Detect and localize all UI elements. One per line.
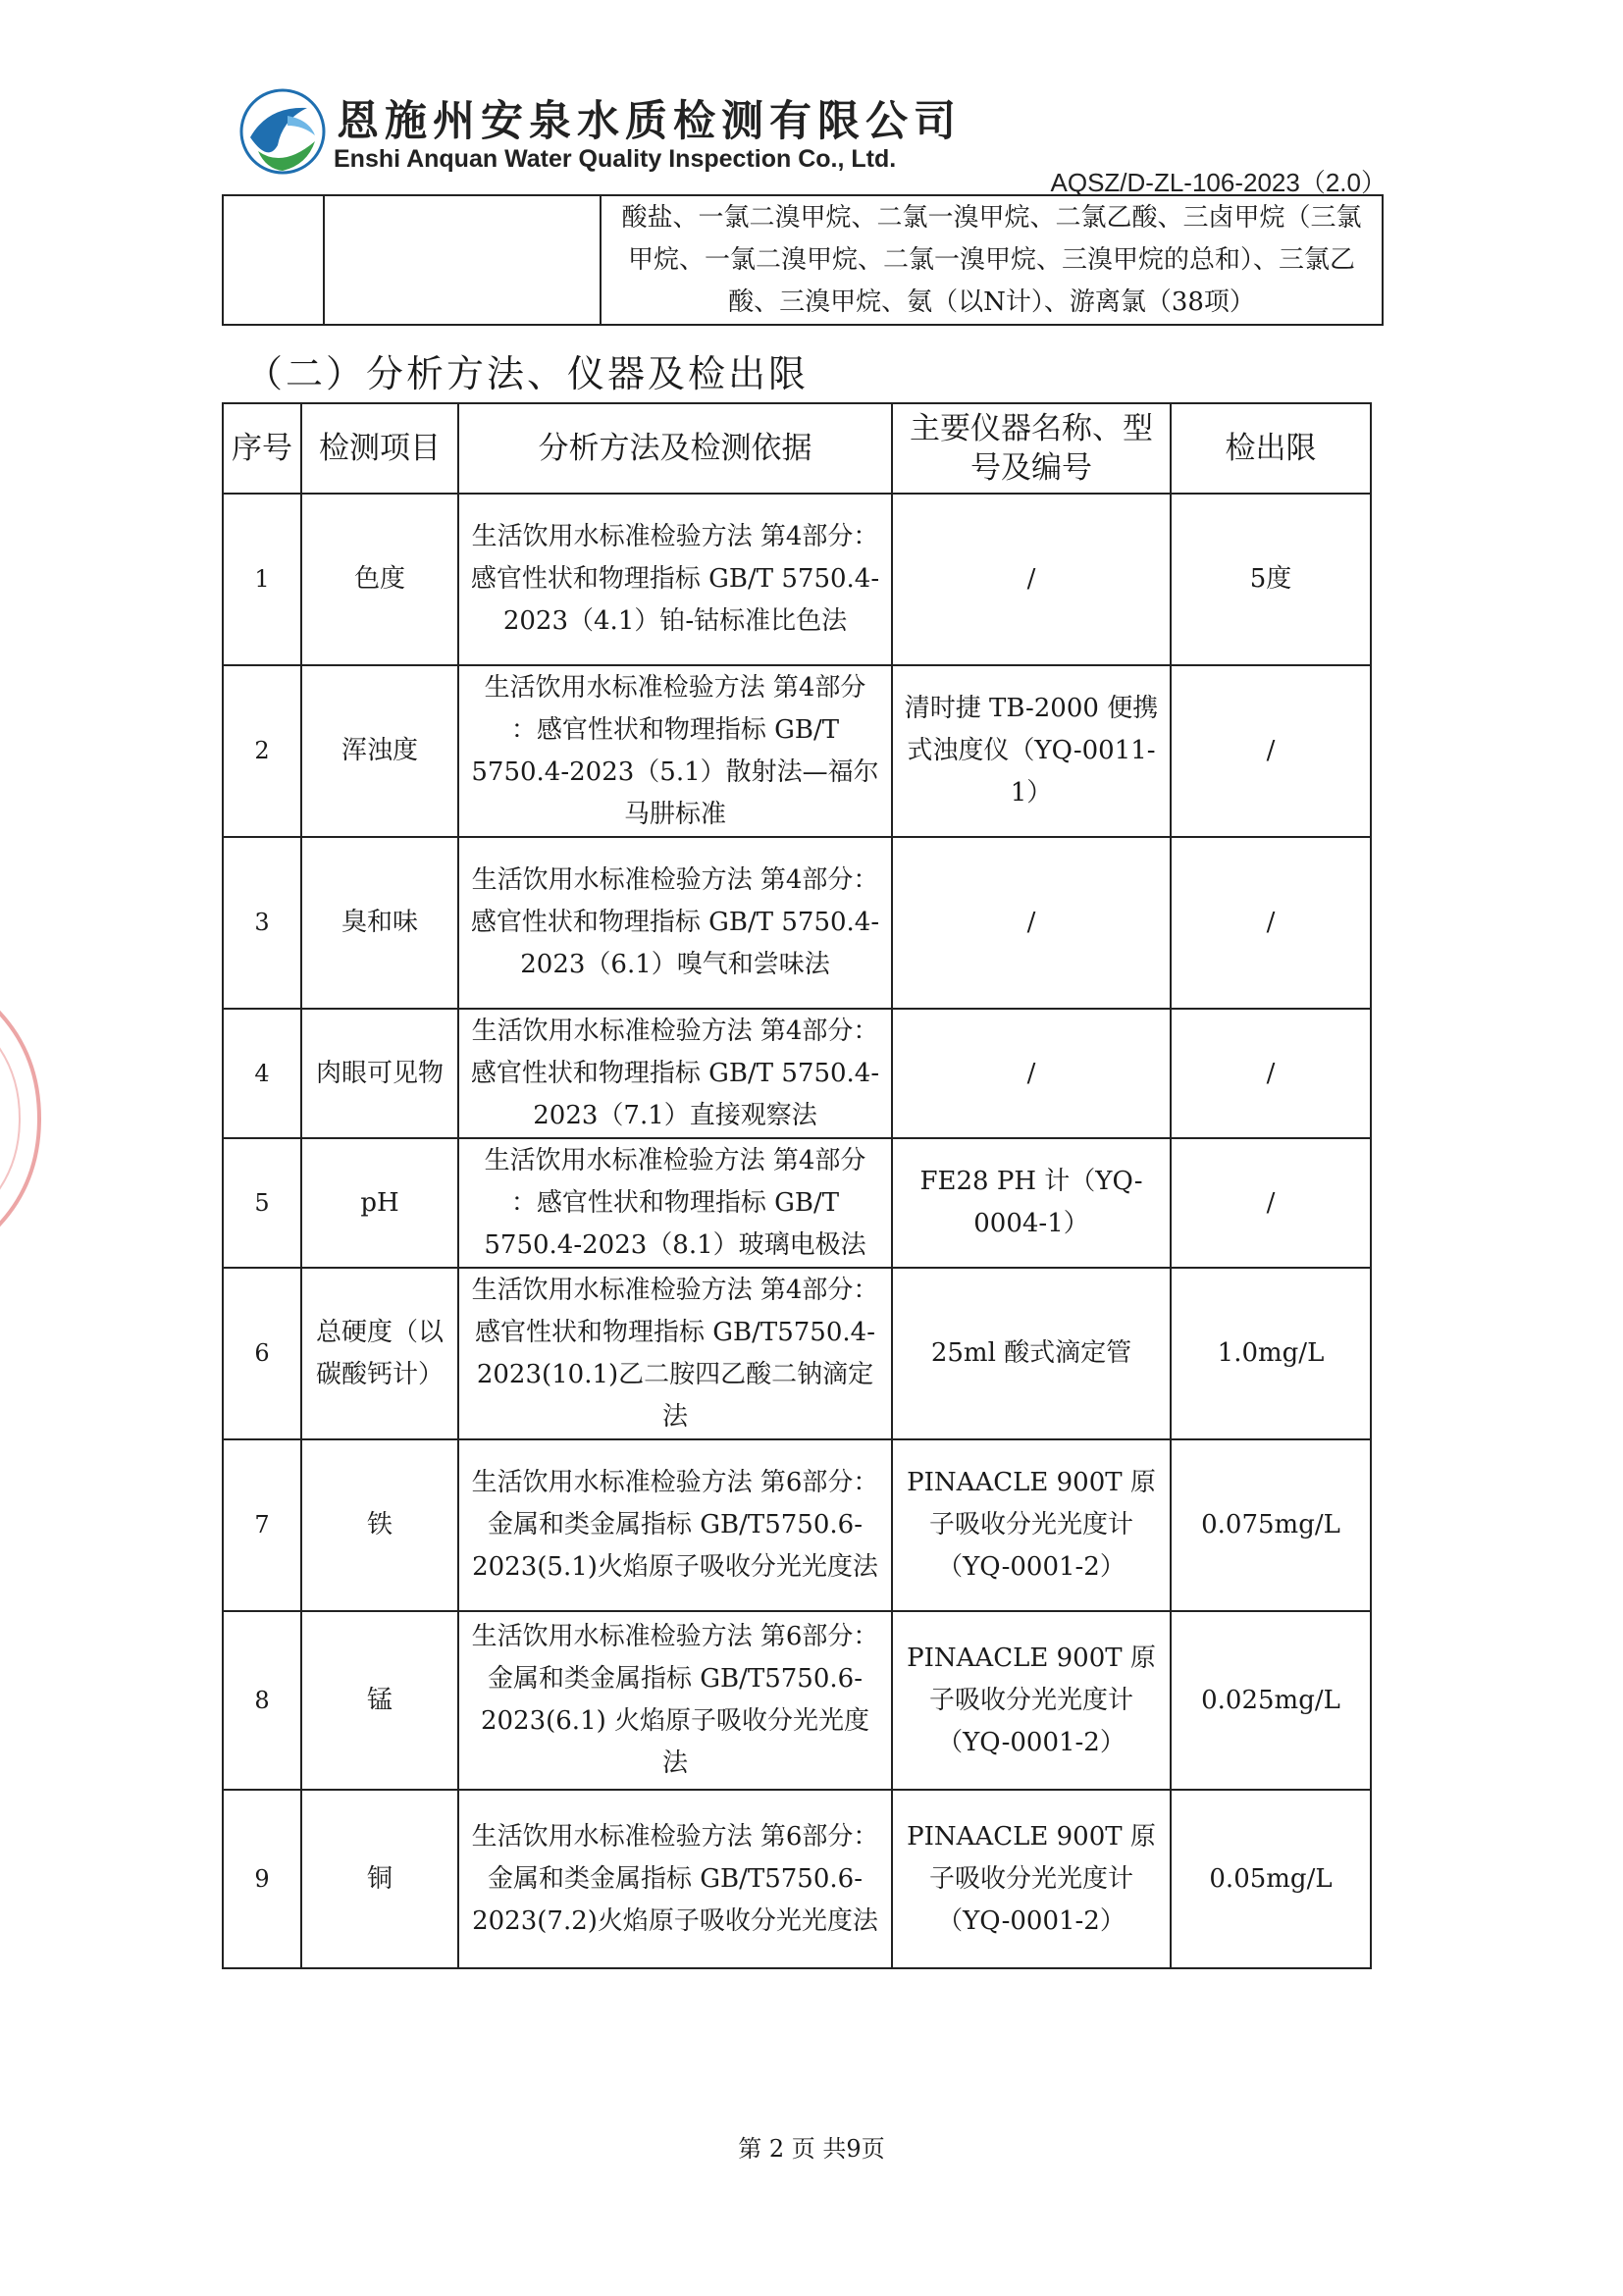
row-item: pH bbox=[301, 1138, 458, 1268]
row-limit: / bbox=[1171, 837, 1371, 1009]
company-name-cn: 恩施州安泉水质检测有限公司 bbox=[337, 97, 962, 146]
row-method: 生活饮用水标准检验方法 第4部分 ：感官性状和物理指标 GB/T 5750.4-2023（8.1）玻璃电极法 bbox=[458, 1138, 892, 1268]
table-row bbox=[223, 1268, 1371, 1439]
row-no: 9 bbox=[223, 1790, 301, 1968]
table-row bbox=[223, 665, 1371, 837]
row-limit: / bbox=[1171, 1009, 1371, 1138]
table-row bbox=[223, 195, 1383, 325]
row-limit: 5度 bbox=[1171, 494, 1371, 665]
row-item: 铜 bbox=[301, 1790, 458, 1968]
table-row bbox=[223, 837, 1371, 1009]
row-method: 生活饮用水标准检验方法 第4部分：感官性状和物理指标 GB/T 5750.4-2023（4.1）铂-钴标准比色法 bbox=[458, 494, 892, 665]
row-instrument: / bbox=[892, 494, 1171, 665]
row-item: 色度 bbox=[301, 494, 458, 665]
row-limit: 0.025mg/L bbox=[1171, 1611, 1371, 1790]
table-header-row bbox=[223, 403, 1371, 494]
row-instrument: PINAACLE 900T 原子吸收分光光度计（YQ-0001-2） bbox=[892, 1611, 1171, 1790]
row-method: 生活饮用水标准检验方法 第6部分：金属和类金属指标 GB/T5750.6-2023(6.1) 火焰原子吸收分光光度法 bbox=[458, 1611, 892, 1790]
continued-items-text: 酸盐、一氯二溴甲烷、二氯一溴甲烷、二氯乙酸、三卤甲烷（三氯甲烷、一氯二溴甲烷、二氯一溴甲烷、三溴甲烷的总和）、三氯乙酸、三溴甲烷、氨（以N计）、游离氯（38项） bbox=[601, 195, 1383, 325]
row-method: 生活饮用水标准检验方法 第6部分：金属和类金属指标 GB/T5750.6-2023(7.2)火焰原子吸收分光光度法 bbox=[458, 1790, 892, 1968]
row-method: 生活饮用水标准检验方法 第4部分：感官性状和物理指标 GB/T 5750.4-2023（7.1）直接观察法 bbox=[458, 1009, 892, 1138]
company-name-en: Enshi Anquan Water Quality Inspection Co., Ltd. bbox=[334, 145, 897, 173]
row-limit: / bbox=[1171, 1138, 1371, 1268]
row-no: 5 bbox=[223, 1138, 301, 1268]
table-row bbox=[223, 1439, 1371, 1611]
header-item: 检测项目 bbox=[301, 403, 458, 494]
header-instrument: 主要仪器名称、型号及编号 bbox=[892, 403, 1171, 494]
row-method: 生活饮用水标准检验方法 第4部分 ：感官性状和物理指标 GB/T 5750.4-2023（5.1）散射法—福尔马肼标准 bbox=[458, 665, 892, 837]
row-instrument: FE28 PH 计（YQ-0004-1） bbox=[892, 1138, 1171, 1268]
row-method: 生活饮用水标准检验方法 第4部分：感官性状和物理指标 GB/T5750.4-2023(10.1)乙二胺四乙酸二钠滴定法 bbox=[458, 1268, 892, 1439]
section-title: （二）分析方法、仪器及检出限 bbox=[245, 352, 810, 395]
row-item: 铁 bbox=[301, 1439, 458, 1611]
table-row bbox=[223, 1611, 1371, 1790]
table-row bbox=[223, 1138, 1371, 1268]
row-no: 2 bbox=[223, 665, 301, 837]
header-limit: 检出限 bbox=[1171, 403, 1371, 494]
row-no: 6 bbox=[223, 1268, 301, 1439]
row-instrument: PINAACLE 900T 原子吸收分光光度计（YQ-0001-2） bbox=[892, 1439, 1171, 1611]
row-item: 锰 bbox=[301, 1611, 458, 1790]
row-no: 4 bbox=[223, 1009, 301, 1138]
row-item: 总硬度（以碳酸钙计） bbox=[301, 1268, 458, 1439]
water-drop-logo-icon bbox=[238, 86, 327, 177]
row-item: 臭和味 bbox=[301, 837, 458, 1009]
table-row bbox=[223, 494, 1371, 665]
page-footer: 第 2 页 共9页 bbox=[738, 2135, 885, 2163]
row-no: 3 bbox=[223, 837, 301, 1009]
methods-table bbox=[222, 402, 1372, 1969]
row-no: 7 bbox=[223, 1439, 301, 1611]
red-seal-stamp-icon bbox=[0, 971, 69, 1266]
header-no: 序号 bbox=[223, 403, 301, 494]
empty-cell bbox=[324, 195, 601, 325]
row-instrument: 25ml 酸式滴定管 bbox=[892, 1268, 1171, 1439]
header-method: 分析方法及检测依据 bbox=[458, 403, 892, 494]
row-item: 肉眼可见物 bbox=[301, 1009, 458, 1138]
table-row bbox=[223, 1790, 1371, 1968]
continued-table bbox=[222, 194, 1384, 326]
row-instrument: 清时捷 TB-2000 便携式浊度仪（YQ-0011-1） bbox=[892, 665, 1171, 837]
row-method: 生活饮用水标准检验方法 第4部分：感官性状和物理指标 GB/T 5750.4-2023（6.1）嗅气和尝味法 bbox=[458, 837, 892, 1009]
row-instrument: PINAACLE 900T 原子吸收分光光度计（YQ-0001-2） bbox=[892, 1790, 1171, 1968]
row-item: 浑浊度 bbox=[301, 665, 458, 837]
row-no: 8 bbox=[223, 1611, 301, 1790]
row-limit: 1.0mg/L bbox=[1171, 1268, 1371, 1439]
document-code: AQSZ/D-ZL-106-2023（2.0） bbox=[1050, 168, 1387, 197]
table-row bbox=[223, 1009, 1371, 1138]
letterhead bbox=[238, 86, 1387, 197]
row-instrument: / bbox=[892, 837, 1171, 1009]
row-limit: 0.05mg/L bbox=[1171, 1790, 1371, 1968]
row-method: 生活饮用水标准检验方法 第6部分：金属和类金属指标 GB/T5750.6-2023(5.1)火焰原子吸收分光光度法 bbox=[458, 1439, 892, 1611]
row-no: 1 bbox=[223, 494, 301, 665]
empty-cell bbox=[223, 195, 324, 325]
row-limit: / bbox=[1171, 665, 1371, 837]
row-limit: 0.075mg/L bbox=[1171, 1439, 1371, 1611]
row-instrument: / bbox=[892, 1009, 1171, 1138]
